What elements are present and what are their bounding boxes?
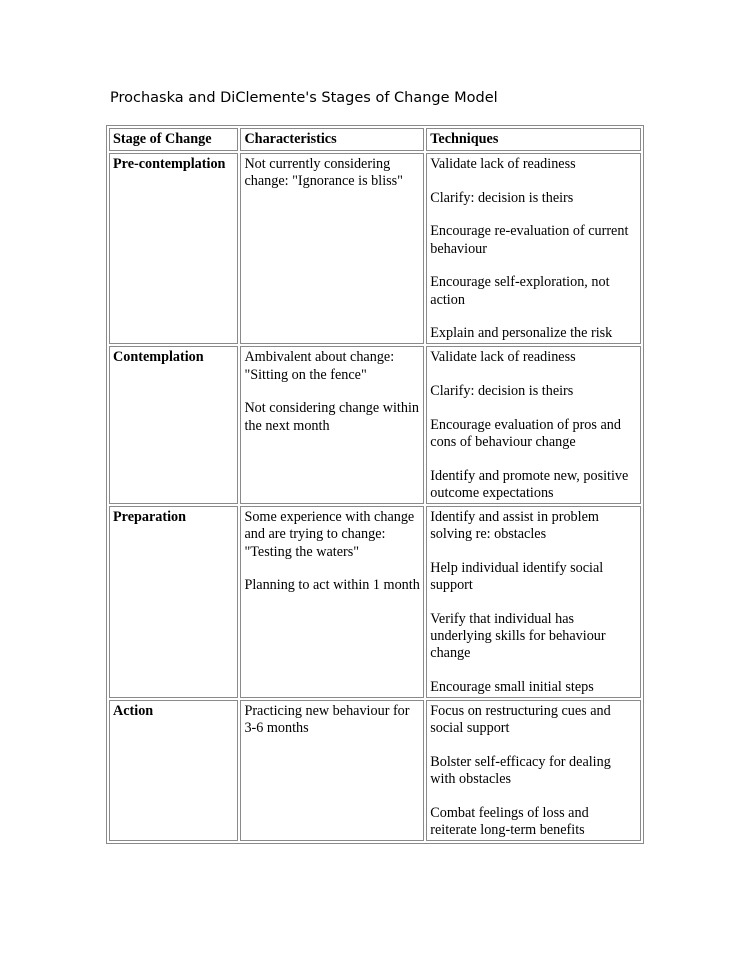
table-row-contemplation bbox=[109, 346, 641, 504]
technique-item: Clarify: decision is theirs bbox=[430, 189, 574, 206]
technique-item: Identify and assist in problem solving re: obstacles bbox=[430, 509, 599, 543]
stage-cell: Action bbox=[109, 700, 238, 841]
characteristic-item: Some experience with change and are trying to change: "Testing the waters" bbox=[244, 509, 415, 560]
techniques-cell bbox=[426, 506, 641, 698]
technique-item: Help individual identify social support bbox=[430, 560, 604, 594]
technique-item: Validate lack of readiness bbox=[430, 156, 576, 172]
table-row-preparation bbox=[109, 506, 641, 698]
characteristic-item: Not currently considering change: "Ignorance is bliss" bbox=[244, 156, 403, 190]
technique-item: Validate lack of readiness bbox=[430, 349, 576, 366]
header-techniques: Techniques bbox=[426, 128, 641, 151]
characteristics-cell bbox=[240, 506, 424, 698]
technique-item: Explain and personalize the risk bbox=[430, 325, 613, 342]
header-stage-of-change: Stage of Change bbox=[109, 128, 238, 151]
technique-item: Clarify: decision is theirs bbox=[430, 383, 574, 400]
table-row-pre-contemplation bbox=[109, 153, 641, 344]
technique-item: Identify and promote new, positive outcome expectations bbox=[430, 467, 629, 501]
technique-item: Focus on restructuring cues and social support bbox=[430, 703, 611, 737]
stages-of-change-table bbox=[106, 125, 644, 844]
technique-item: Encourage evaluation of pros and cons of behaviour change bbox=[430, 416, 621, 451]
technique-item: Verify that individual has underlying skills for behaviour change bbox=[430, 610, 606, 662]
techniques-cell bbox=[426, 346, 641, 504]
stage-cell: Contemplation bbox=[109, 346, 238, 504]
header-characteristics: Characteristics bbox=[240, 128, 424, 151]
characteristic-item: Ambivalent about change: "Sitting on the fence" bbox=[244, 349, 395, 383]
table-header-row bbox=[109, 128, 641, 151]
characteristic-item: Not considering change within the next month bbox=[244, 400, 419, 434]
characteristics-cell bbox=[240, 700, 424, 841]
technique-item: Combat feelings of loss and reiterate long-term benefits bbox=[430, 805, 589, 839]
stage-cell: Pre-contemplation bbox=[109, 153, 238, 344]
table-row-action bbox=[109, 700, 641, 841]
characteristics-cell bbox=[240, 346, 424, 504]
technique-item: Encourage re-evaluation of current behaviour bbox=[430, 223, 629, 257]
characteristics-cell bbox=[240, 153, 424, 344]
stage-cell: Preparation bbox=[109, 506, 238, 698]
techniques-cell bbox=[426, 700, 641, 841]
technique-item: Bolster self-efficacy for dealing with obstacles bbox=[430, 754, 611, 788]
page-title: Prochaska and DiClemente's Stages of Change Model bbox=[110, 90, 498, 106]
characteristic-item: Practicing new behaviour for 3-6 months bbox=[244, 703, 410, 737]
techniques-cell bbox=[426, 153, 641, 344]
technique-item: Encourage small initial steps bbox=[430, 679, 594, 696]
technique-item: Encourage self-exploration, not action bbox=[430, 274, 610, 308]
characteristic-item: Planning to act within 1 month bbox=[244, 577, 420, 594]
